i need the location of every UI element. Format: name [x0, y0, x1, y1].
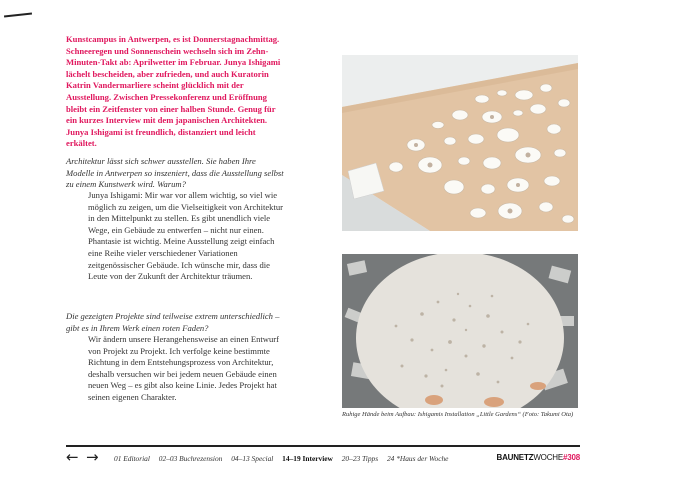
interview-question-1: Architektur lässt sich schwer ausstellen. Sie haben Ihre Modelle in Antwerpen so inszeniert, dass die Ausstellung selbst zu einem Kunstwerk wird. Warum? — [66, 156, 284, 190]
brand-suffix: WOCHE — [533, 453, 563, 462]
exhibition-photo-table — [342, 55, 578, 231]
issue-number: #308 — [563, 453, 580, 462]
brand-name: BAUNETZ — [496, 453, 534, 462]
brand-logo — [497, 453, 581, 462]
nav-link-editorial[interactable]: 01 Editorial — [114, 454, 150, 463]
nav-link-buchrezension[interactable]: 02–03 Buchrezension — [158, 454, 223, 463]
arrow-left-icon[interactable]: ← — [66, 448, 79, 466]
photo-caption: Ruhige Hände beim Aufbau: Ishigamis Installation „Little Gardens“ (Foto: Takumi Ota) — [342, 411, 574, 418]
nav-link-tipps[interactable]: 20–23 Tipps — [341, 454, 379, 463]
arrow-right-icon[interactable]: → — [86, 448, 99, 466]
interview-answer-2: Wir ändern unsere Herangehensweise an einen Entwurf von Projekt zu Projekt. Ich verfolge keine bestimmte Richtung in dem Entstehungsprozess von Architektur, deshalb versuchen wir bei jedem neuen Gebäude einen neuen Weg – es gibt also keine Linie. Jedes Projekt hat seinen eigenen Charakter. — [88, 334, 280, 402]
section-links — [114, 454, 455, 463]
nav-link-interview[interactable]: 14–19 Interview — [282, 454, 333, 463]
interview-question-2: Die gezeigten Projekte sind teilweise extrem unterschiedlich – gibt es in Ihrem Werk einen roten Faden? — [66, 311, 280, 333]
nav-link-haus-der-woche[interactable]: 24 *Haus der Woche — [386, 454, 449, 463]
corner-mark — [4, 13, 32, 18]
interview-answer-1: Junya Ishigami: Mir war vor allem wichtig, so viel wie möglich zu zeigen, um die Vielseitigkeit von Architektur in den Mittelpunkt zu stellen. Es gibt unendlich viele Wege, ein Gebäude zu entwerfen – nicht nur einen. Phantasie ist wichtig. Meine Ausstellung zeigt einfach eine Reihe vieler verschiedener Variationen zeitgenössischer Gebäude. Ich wünsche mir, dass die Leute von der Zukunft der Architektur träumen. — [88, 190, 284, 282]
nav-link-special[interactable]: 04–13 Special — [231, 454, 274, 463]
article-intro: Kunstcampus in Antwerpen, es ist Donnerstagnachmittag. Schneeregen und Sonnenschein wechseln sich im Zehn-Minuten-Takt ab: Aprilwetter im Februar. Junya Ishigami lächelt bescheiden, aber zufrieden, und auch Kuratorin Katrin Vandermarliere scheint glücklich mit der Ausstellung. Zwischen Pressekonferenz und Eröffnung bleibt ein Zeitfenster von einer halben Stunde. Genug für ein kurzes Interview mit dem japanischen Architekten. Junya Ishigami ist freundlich, distanziert und leicht erkältet. — [66, 34, 281, 149]
footer-rule — [66, 445, 580, 447]
exhibition-photo-installation — [342, 254, 578, 408]
footer-navigation — [66, 448, 580, 466]
